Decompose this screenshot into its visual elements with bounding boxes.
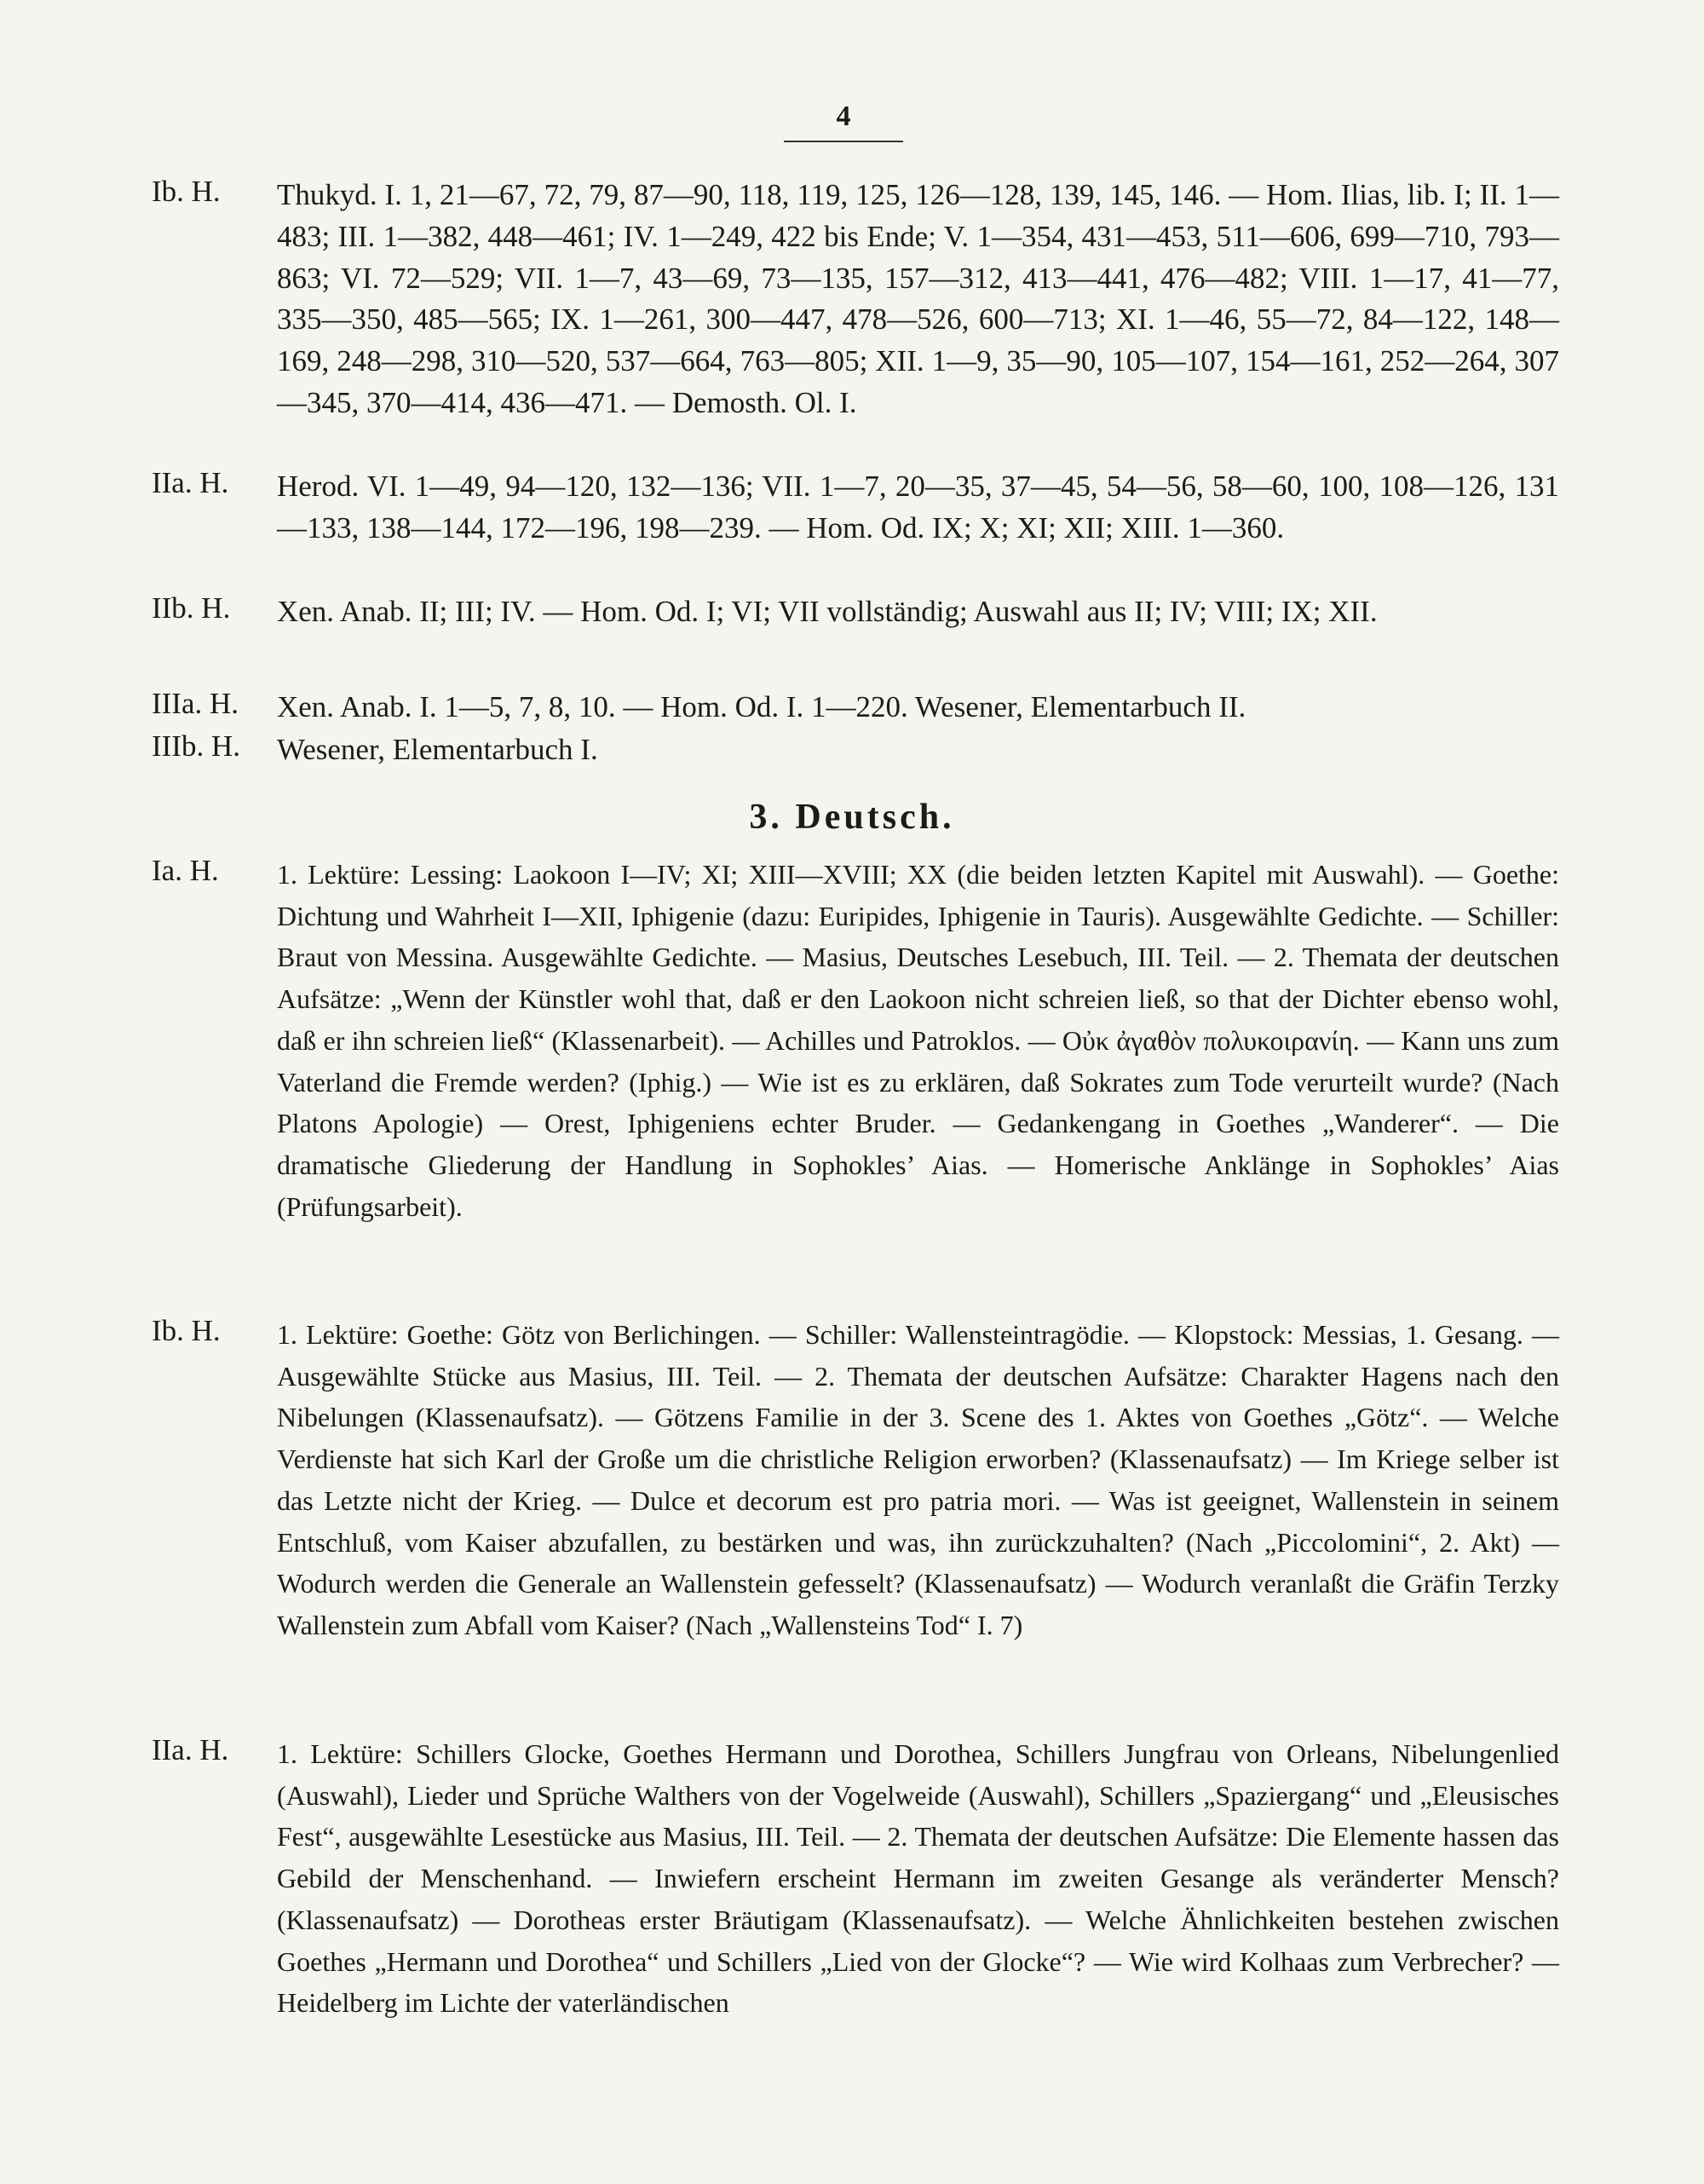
list-item	[0, 854, 1704, 1314]
list-item	[0, 1314, 1704, 1733]
entry-text: Thukyd. I. 1, 21—67, 72, 79, 87—90, 118, 119, 125, 126—128, 139, 145, 146. — Hom. Ilias, lib. I; II. 1—483; III. 1—382, 448—461; IV. 1—249, 422 bis Ende; V. 1—354, 431—453, 511—606, 699—710, 793—863; VI. 72—529; VII. 1—7, 43—69, 73—135, 157—312, 413—441, 476—482; VIII. 1—17, 41—77, 335—350, 485—565; IX. 1—261, 300—447, 478—526, 600—713; XI. 1—46, 55—72, 84—122, 148—169, 248—298, 310—520, 537—664, 763—805; XII. 1—9, 35—90, 105—107, 154—161, 252—264, 307—345, 370—414, 436—471. — Demosth. Ol. I.	[277, 178, 1559, 419]
class-label: Ib. H.	[152, 175, 221, 208]
class-label: IIa. H.	[152, 466, 229, 499]
list-item	[0, 175, 1704, 466]
page-number: 4	[836, 101, 851, 132]
class-label: IIa. H.	[152, 1733, 229, 1766]
entry-text: Xen. Anab. I. 1—5, 7, 8, 10. — Hom. Od. I. 1—220. Wesener, Elementarbuch II.	[277, 690, 1246, 723]
section-heading: 3. Deutsch.	[749, 798, 955, 837]
class-label: Ia. H.	[152, 854, 219, 887]
greek-reading-list	[0, 175, 1704, 772]
entry-text: Herod. VI. 1—49, 94—120, 132—136; VII. 1—7, 20—35, 37—45, 54—56, 58—60, 100, 108—126, 131—133, 138—144, 172—196, 198—239. — Hom. Od. IX; X; XI; XII; XIII. 1—360.	[277, 470, 1559, 545]
entry-text: 1. Lektüre: Goethe: Götz von Berlichingen. — Schiller: Wallensteintragödie. — Klopstock: Messias, 1. Gesang. — Ausgewählte Stücke aus Masius, III. Teil. — 2. Themata der deutschen Aufsätze: Charakter Hagens nach den Nibelungen (Klassenaufsatz). — Götzens Familie in der 3. Scene des 1. Aktes von Goethes „Götz“. — Welche Verdienste hat sich Karl der Große um die christliche Religion erworben? (Klassenaufsatz) — Im Kriege selber ist das Letzte nicht der Krieg. — Dulce et decorum est pro patria mori. — Was ist geeignet, Wallenstein in seinem Entschluß, vom Kaiser abzufallen, zu bestärken und was, ihn zurückzuhalten? (Nach „Piccolomini“, 2. Akt) — Wodurch werden die Generale an Wallenstein gefesselt? (Klassenaufsatz) — Wodurch veranlaßt die Gräfin Terzky Wallenstein zum Abfall vom Kaiser? (Nach „Wallensteins Tod“ I. 7)	[277, 1319, 1559, 1640]
list-item	[0, 729, 1704, 772]
class-label: IIIa. H.	[152, 687, 239, 720]
class-label: IIIb. H.	[152, 729, 240, 763]
list-item	[0, 687, 1704, 729]
list-item	[0, 591, 1704, 687]
list-item	[0, 466, 1704, 591]
entry-text: Xen. Anab. II; III; IV. — Hom. Od. I; VI; VII vollständig; Auswahl aus II; IV; VIII; IX; XII.	[277, 595, 1378, 628]
entry-text: 1. Lektüre: Lessing: Laokoon I—IV; XI; XIII—XVIII; XX (die beiden letzten Kapitel mit Auswahl). — Goethe: Dichtung und Wahrheit I—XII, Iphigenie (dazu: Euripides, Iphigenie in Tauris). Ausgewählte Gedichte. — Schiller: Braut von Messina. Ausgewählte Gedichte. — Masius, Deutsches Lesebuch, III. Teil. — 2. Themata der deutschen Aufsätze: „Wenn der Künstler wohl that, daß er den Laokoon nicht schreien ließ, so that der Dichter ebenso wohl, daß er ihn schreien ließ“ (Klassenarbeit). — Achilles und Patroklos. — Οὐκ ἀγαθὸν πολυκοιρανίη. — Kann uns zum Vaterland die Fremde werden? (Iphig.) — Wie ist es zu erklären, daß Sokrates zum Tode verurteilt wurde? (Nach Platons Apologie) — Orest, Iphigeniens echter Bruder. — Gedankengang in Goethes „Wanderer“. — Die dramatische Gliederung der Handlung in Sophokles’ Aias. — Homerische Anklänge in Sophokles’ Aias (Prüfungsarbeit).	[277, 859, 1559, 1222]
class-label: Ib. H.	[152, 1314, 221, 1347]
entry-text: 1. Lektüre: Schillers Glocke, Goethes Hermann und Dorothea, Schillers Jungfrau von Orleans, Nibelungenlied (Auswahl), Lieder und Sprüche Walthers von der Vogelweide (Auswahl), Schillers „Spaziergang“ und „Eleusisches Fest“, ausgewählte Lesestücke aus Masius, III. Teil. — 2. Themata der deutschen Aufsätze: Die Elemente hassen das Gebild der Menschenhand. — Inwiefern erscheint Hermann im zweiten Gesange als veränderter Mensch? (Klassenaufsatz) — Dorotheas erster Bräutigam (Klassenaufsatz). — Welche Ähnlichkeiten bestehen zwischen Goethes „Hermann und Dorothea“ und Schillers „Lied von der Glocke“? — Wie wird Kolhaas zum Verbrecher? — Heidelberg im Lichte der vaterländischen	[277, 1738, 1559, 2019]
list-item	[0, 1733, 1704, 2108]
german-reading-list	[0, 854, 1704, 2108]
page-number-rule	[784, 141, 903, 142]
entry-text: Wesener, Elementarbuch I.	[277, 733, 598, 766]
class-label: IIb. H.	[152, 591, 231, 625]
